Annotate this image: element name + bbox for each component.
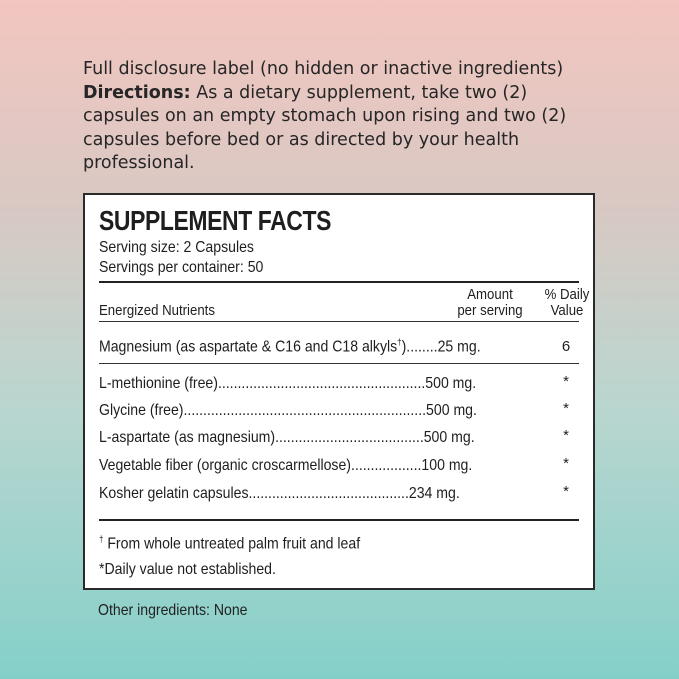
daily-value: * — [563, 400, 569, 417]
col-header-amount — [450, 287, 529, 319]
daily-value: * — [563, 373, 569, 390]
other-ingredients: Other ingredients: None — [98, 602, 248, 619]
nutrient-label: Magnesium (as aspartate & C16 and C18 alkyls — [99, 338, 398, 356]
nutrient-amount: )........25 mg. — [401, 338, 481, 356]
disclosure-line: Full disclosure label (no hidden or inactive ingredients) — [83, 59, 564, 79]
col-header-dv-line2: Value — [550, 302, 584, 319]
nutrient-row: Vegetable fiber (organic croscarmellose)..................100 mg. — [99, 457, 473, 474]
col-header-daily-value — [541, 287, 594, 319]
facts-title: SUPPLEMENT FACTS — [99, 205, 331, 236]
col-header-dv-line1: % Daily — [544, 286, 590, 303]
divider — [99, 519, 579, 521]
nutrient-row: L-aspartate (as magnesium)......................................500 mg. — [99, 429, 475, 446]
servings-per-container: Servings per container: 50 — [99, 259, 264, 276]
col-header-nutrients: Energized Nutrients — [99, 302, 215, 319]
daily-value: * — [563, 455, 569, 472]
supplement-facts-panel — [83, 193, 595, 590]
dagger-mark: † — [397, 337, 402, 347]
footnote-text: From whole untreated palm fruit and leaf — [103, 535, 361, 553]
daily-value: * — [563, 427, 569, 444]
nutrient-row: L-methionine (free).....................................................500 mg. — [99, 375, 477, 392]
divider — [99, 363, 579, 364]
footnote-daily-value: *Daily value not established. — [99, 561, 276, 578]
directions-text: As a dietary supplement, take two (2) capsules on an empty stomach upon rising and two (2) capsules before bed or as directed by your health professional. — [83, 82, 567, 173]
daily-value: * — [563, 483, 569, 500]
divider — [99, 321, 579, 322]
intro-text — [83, 58, 603, 176]
directions-label: Directions: — [83, 82, 191, 103]
nutrient-row-magnesium — [99, 337, 481, 356]
col-header-amount-line1: Amount — [467, 286, 513, 303]
directions-paragraph — [83, 82, 603, 176]
serving-size: Serving size: 2 Capsules — [99, 239, 254, 256]
daily-value: 6 — [561, 338, 571, 355]
nutrient-row: Glycine (free)..............................................................500 mg. — [99, 402, 477, 419]
nutrient-row: Kosher gelatin capsules.........................................234 mg. — [99, 485, 460, 502]
footnote-palm — [99, 534, 360, 553]
dagger-mark: † — [99, 534, 104, 544]
divider — [99, 281, 579, 283]
col-header-amount-line2: per serving — [457, 302, 523, 319]
